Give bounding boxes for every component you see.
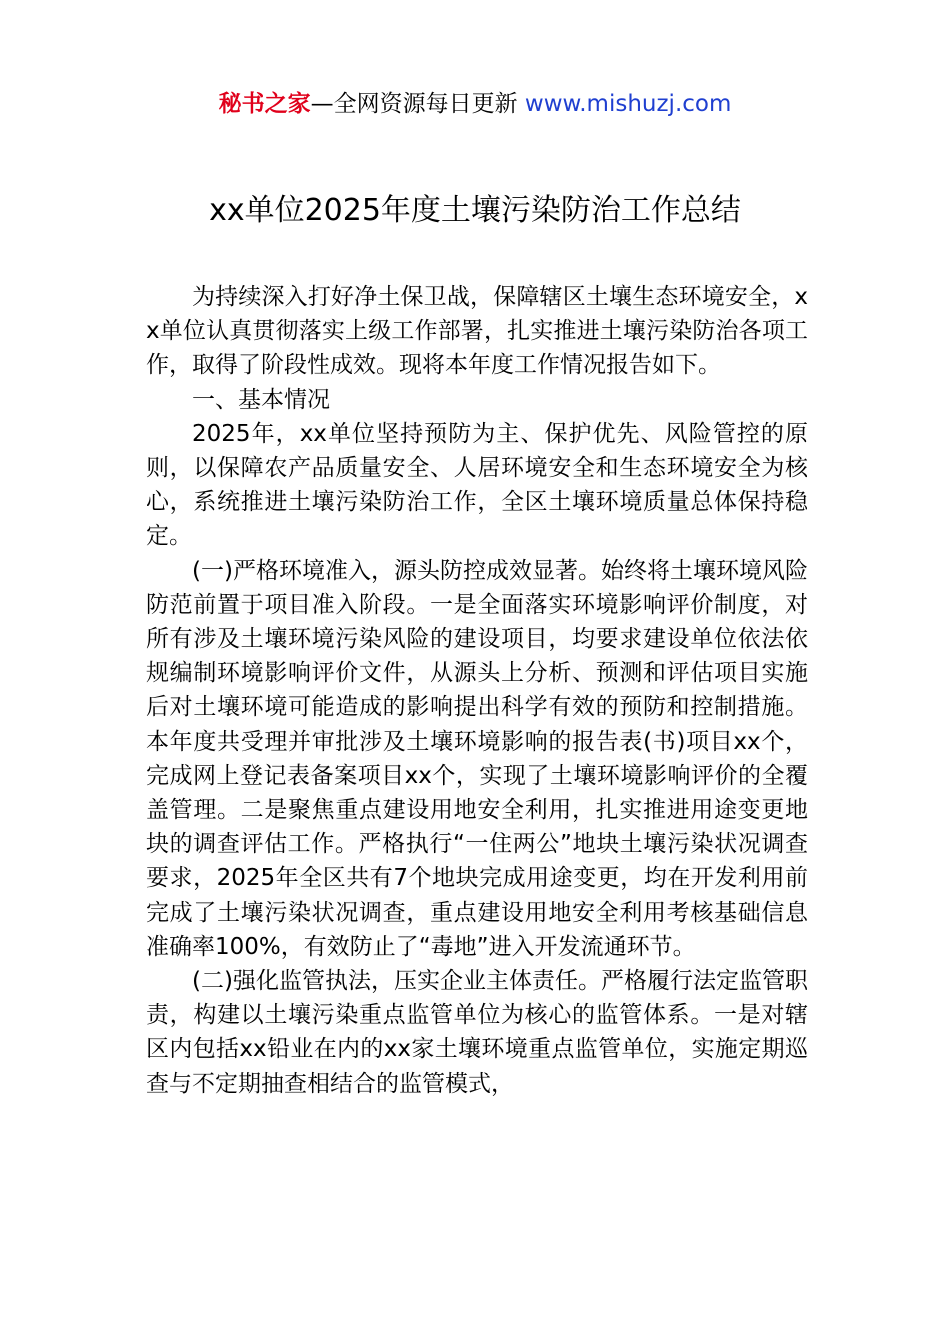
site-url-link[interactable]: www.mishuzj.com — [524, 91, 732, 117]
intro-paragraph: 为持续深入打好净土保卫战，保障辖区土壤生态环境安全，xx单位认真贯彻落实上级工作部署，扎实推进土壤污染防治各项工作，取得了阶段性成效。现将本年度工作情况报告如下。 — [146, 284, 808, 379]
section-heading-basic-situation: 一、基本情况 — [192, 386, 330, 413]
section-2-paragraph: (二)强化监管执法，压实企业主体责任。严格履行法定监管职责，构建以土壤污染重点监管单位为核心的监管体系。一是对辖区内包括xx铅业在内的xx家土壤环境重点监管单位，实施定期巡查与不定期抽查相结合的监管模式， — [146, 968, 808, 1097]
brand-name: 秘书之家 — [218, 91, 311, 117]
banner-tagline: —全网资源每日更新 — [310, 91, 525, 117]
document-title: xx单位2025年度土壤污染防治工作总结 — [209, 193, 741, 228]
section-1-paragraph: (一)严格环境准入，源头防控成效显著。始终将土壤环境风险防范前置于项目准入阶段。一是全面落实环境影响评价制度，对所有涉及土壤环境污染风险的建设项目，均要求建设单位依法依规编制环境影响评价文件，从源头上分析、预测和评估项目实施后对土壤环境可能造成的影响提出科学有效的预防和控制措施。本年度共受理并审批涉及土壤环境影响的报告表(书)项目xx个，完成网上登记表备案项目xx个，实现了土壤环境影响评价的全覆盖管理。二是聚焦重点建设用地安全利用，扎实推进用途变更地块的调查评估工作。严格执行“一住两公”地块土壤污染状况调查要求，2025年全区共有7个地块完成用途变更，均在开发利用前完成了土壤污染状况调查，重点建设用地安全利用考核基础信息准确率100%，有效防止了“毒地”进入开发流通环节。 — [146, 557, 808, 960]
overview-paragraph: 2025年，xx单位坚持预防为主、保护优先、风险管控的原则，以保障农产品质量安全、人居环境安全和生态环境安全为核心，系统推进土壤污染防治工作，全区土壤环境质量总体保持稳定。 — [146, 420, 808, 550]
site-banner — [0, 86, 950, 122]
document-body — [146, 280, 808, 1101]
